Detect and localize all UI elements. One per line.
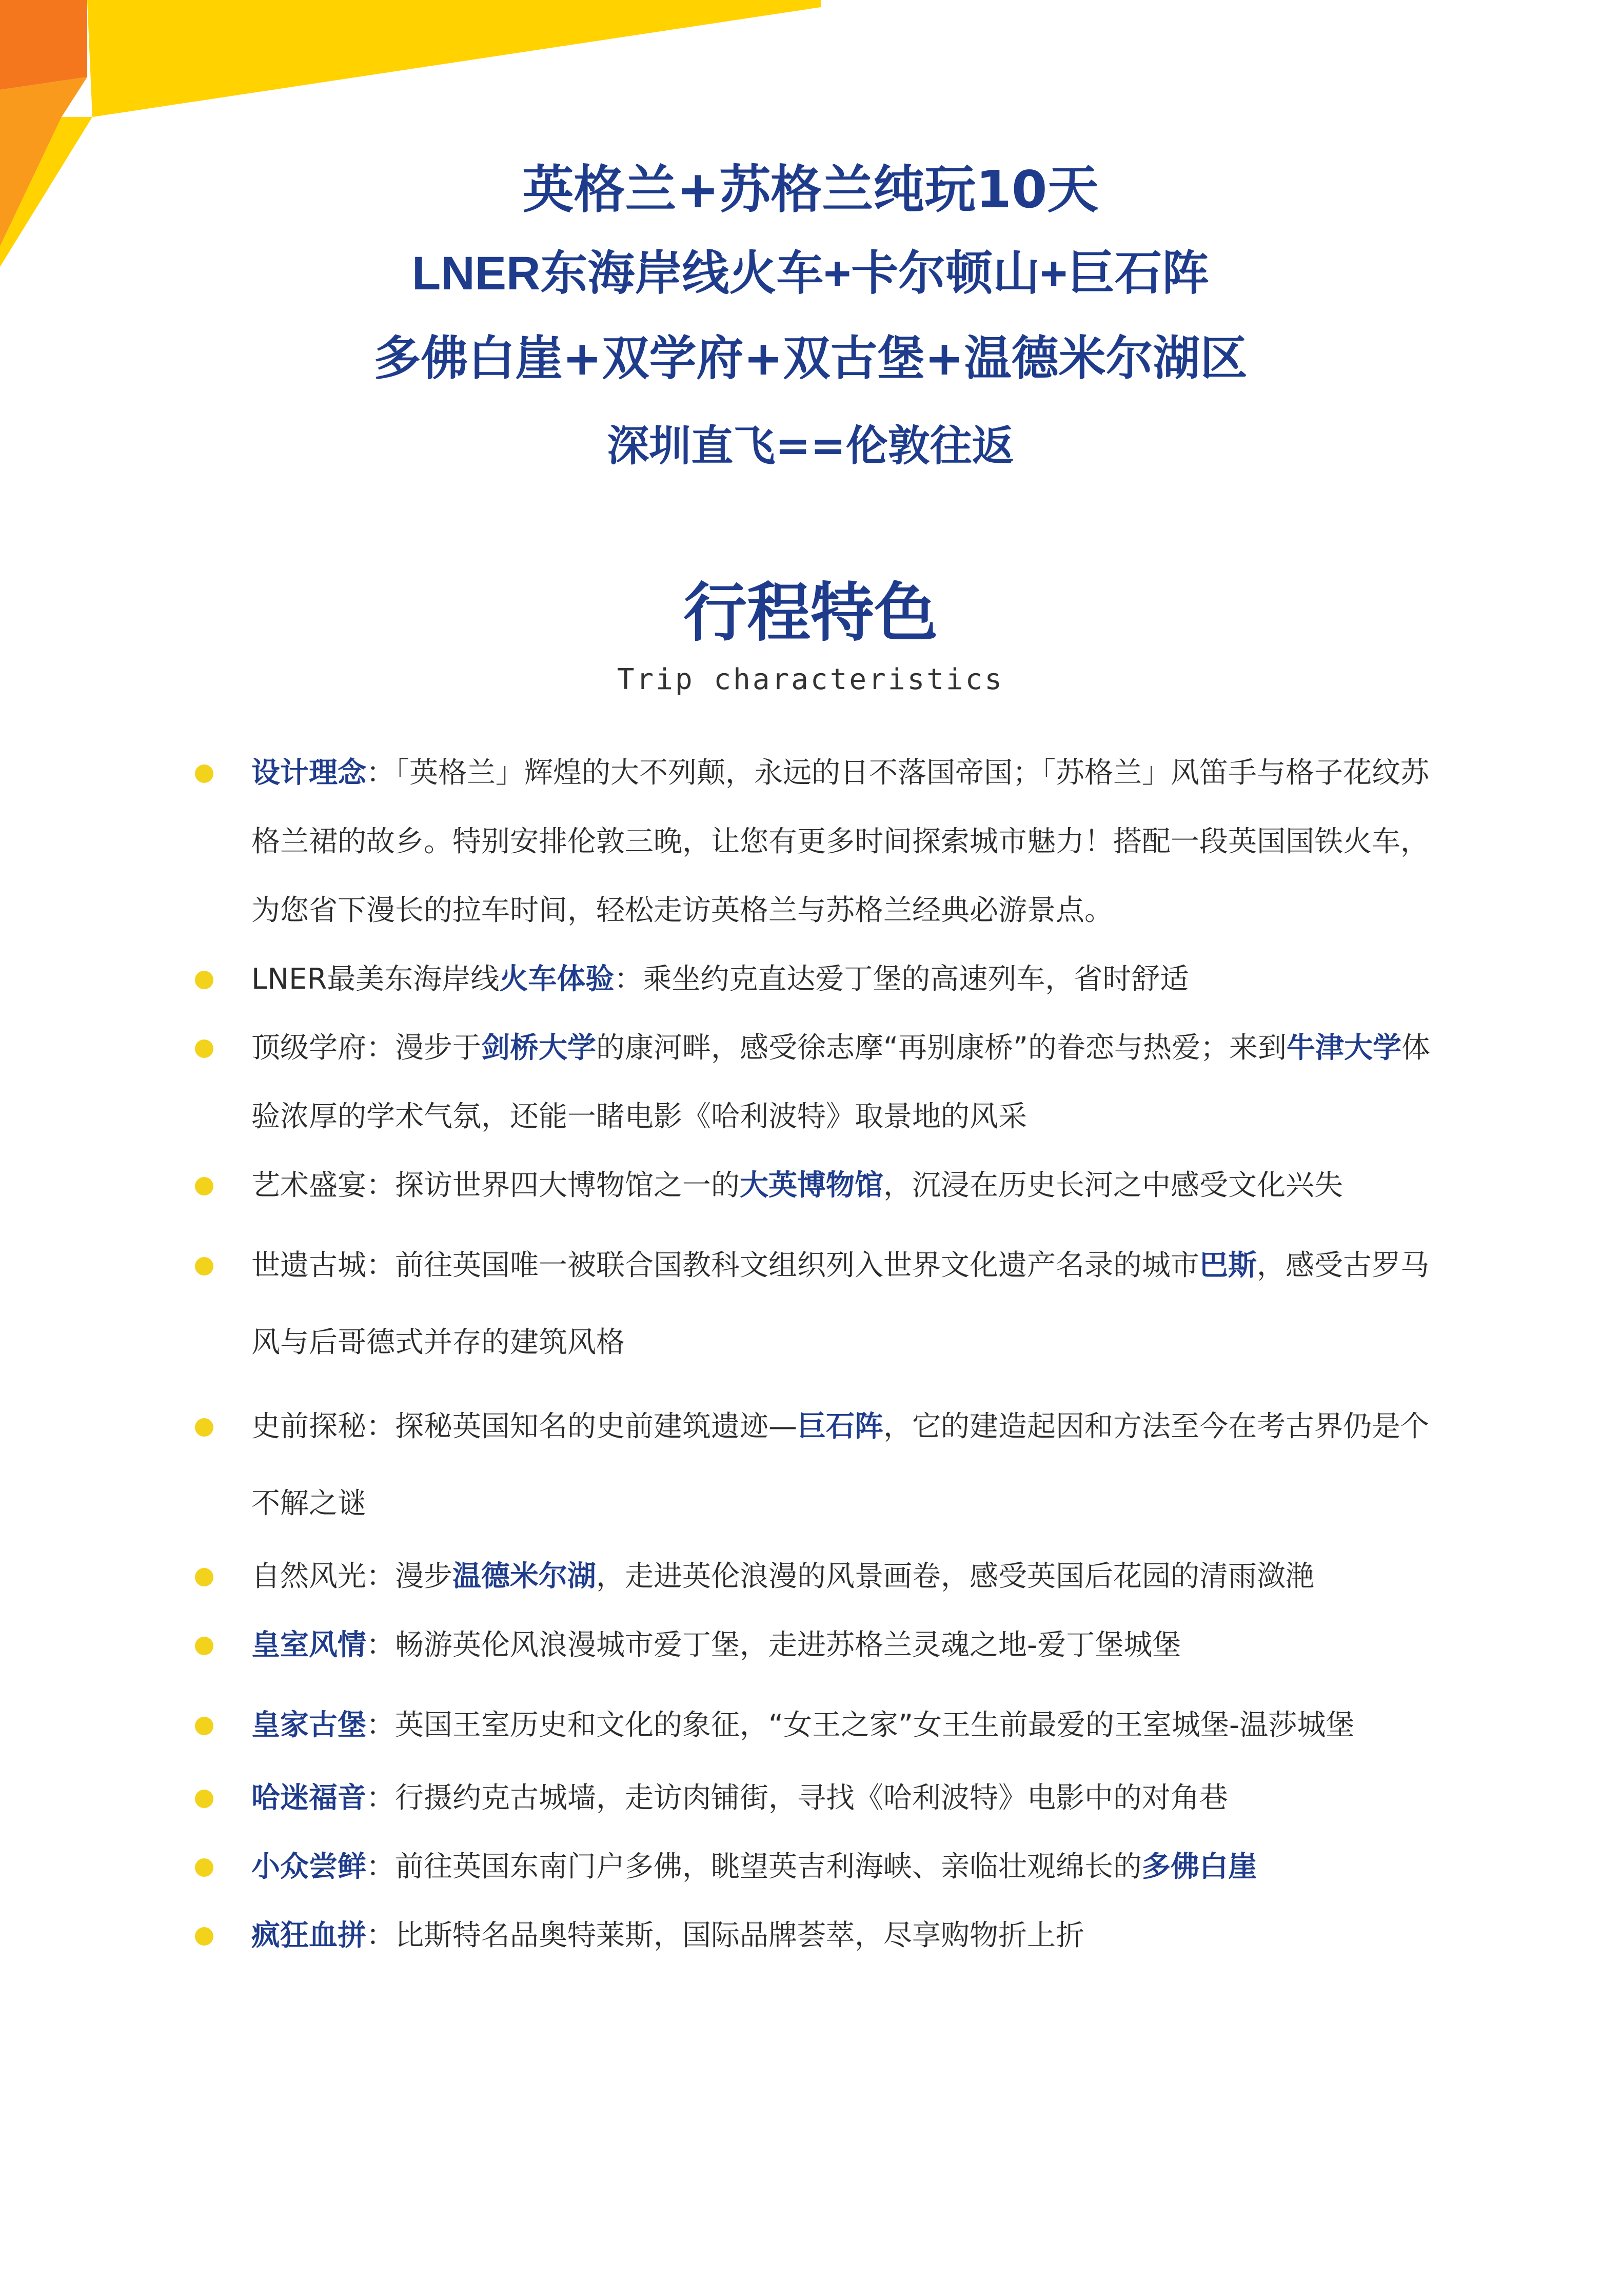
- feature-text: ：漫步: [366, 1560, 452, 1593]
- feature-text: ，感受古罗马风与后哥德式并存的建筑风格: [251, 1249, 1429, 1359]
- corner-orange-wedge: [0, 0, 87, 90]
- feature-item-harry-potter: [195, 1764, 1457, 1833]
- bullet-dot: [195, 1257, 213, 1275]
- feature-text: ：探访世界四大博物馆之一的: [366, 1169, 740, 1202]
- feature-text: ：探秘英国知名的史前建筑遗迹—: [366, 1410, 797, 1443]
- feature-label: 艺术盛宴: [251, 1169, 366, 1202]
- feature-label: 自然风光: [251, 1560, 366, 1593]
- feature-text: ：「英格兰」辉煌的大不列颠，永远的日不落国帝国；「苏格兰」风笛手与格子花纹苏格兰裙的故乡。特别安排伦敦三晚，让您有更多时间探索城市魅力！搭配一段英国国铁火车，为您省下漫长的拉车时间，轻松走访英格兰与苏格兰经典必游景点。: [251, 756, 1429, 927]
- feature-item-train: [195, 945, 1457, 1014]
- feature-text: 的康河畔，感受徐志摩“再别康桥”的眷恋与热爱；来到: [596, 1031, 1287, 1065]
- feature-text: ：前往英国东南门户多佛，眺望英吉利海峡、亲临壮观绵长的: [366, 1850, 1142, 1883]
- feature-item-stonehenge: [195, 1388, 1457, 1542]
- main-title-line-3: 多佛白崖+双学府+双古堡+温德米尔湖区: [373, 331, 1248, 386]
- bullet-dot: [195, 1177, 213, 1195]
- feature-item-shopping: [195, 1901, 1457, 1970]
- bullet-dot: [195, 971, 213, 989]
- feature-highlight: 牛津大学: [1287, 1031, 1402, 1065]
- feature-label: 小众尝鲜: [251, 1850, 366, 1883]
- feature-label: 疯狂血拼: [251, 1919, 366, 1952]
- feature-text: ：畅游英伦风浪漫城市爱丁堡，走进苏格兰灵魂之地-爱丁堡城堡: [366, 1628, 1181, 1662]
- feature-item-dover: [195, 1833, 1457, 1901]
- feature-highlight: 多佛白崖: [1142, 1850, 1257, 1883]
- feature-text: ：前往英国唯一被联合国教科文组织列入世界文化遗产名录的城市: [366, 1249, 1199, 1282]
- bullet-dot: [195, 1717, 213, 1735]
- feature-item-royal-edinburgh: [195, 1611, 1457, 1680]
- feature-label: 皇室风情: [251, 1628, 366, 1662]
- bullet-dot: [195, 1927, 213, 1946]
- feature-item-design: [195, 739, 1457, 945]
- feature-highlight: 大英博物馆: [740, 1169, 883, 1202]
- feature-text: ，走进英伦浪漫的风景画卷，感受英国后花园的清雨潋滟: [596, 1560, 1314, 1593]
- main-title-line-2: LNER东海岸线火车+卡尔顿山+巨石阵: [412, 247, 1209, 300]
- feature-highlight: 巴斯: [1199, 1249, 1257, 1282]
- feature-list: [195, 739, 1457, 1970]
- feature-label: 顶级学府: [251, 1031, 366, 1065]
- bullet-dot: [195, 764, 213, 783]
- bullet-dot: [195, 1858, 213, 1877]
- feature-item-bath: [195, 1227, 1457, 1381]
- bullet-dot: [195, 1418, 213, 1437]
- corner-decoration: [0, 0, 821, 267]
- bullet-dot: [195, 1637, 213, 1655]
- feature-label: 皇家古堡: [251, 1709, 366, 1742]
- main-title-line-1: 英格兰+苏格兰纯玩10天: [522, 160, 1099, 220]
- feature-item-universities: [195, 1014, 1457, 1151]
- feature-highlight: 火车体验: [499, 963, 615, 996]
- feature-label: 设计理念: [251, 756, 366, 790]
- feature-item-museum: [195, 1151, 1457, 1220]
- feature-label: 世遗古城: [251, 1249, 366, 1282]
- feature-text: ：乘坐约克直达爱丁堡的高速列车，省时舒适: [614, 963, 1189, 996]
- feature-label: LNER最美东海岸线: [251, 963, 500, 996]
- feature-text: ，它的建造起因和方法至今在考古界仍是个不解之谜: [251, 1410, 1429, 1520]
- feature-item-windermere: [195, 1542, 1457, 1611]
- bullet-dot: [195, 1790, 213, 1808]
- feature-text: ：行摄约克古城墙，走访肉铺街，寻找《哈利波特》电影中的对角巷: [366, 1781, 1228, 1815]
- feature-text: 体验浓厚的学术气氛，还能一睹电影《哈利波特》取景地的风采: [251, 1031, 1431, 1133]
- feature-label: 哈迷福音: [251, 1781, 366, 1815]
- feature-text: ，沉浸在历史长河之中感受文化兴失: [883, 1169, 1343, 1202]
- feature-highlight: 温德米尔湖: [452, 1560, 596, 1593]
- feature-text: ：比斯特名品奥特莱斯，国际品牌荟萃，尽享购物折上折: [366, 1919, 1084, 1952]
- feature-item-windsor: [195, 1687, 1457, 1764]
- feature-highlight: 剑桥大学: [481, 1031, 596, 1065]
- feature-text: ：英国王室历史和文化的象征，“女王之家”女王生前最爱的王室城堡-温莎城堡: [366, 1709, 1355, 1742]
- section-subtitle: Trip characteristics: [617, 663, 1004, 696]
- bullet-dot: [195, 1568, 213, 1586]
- bullet-dot: [195, 1039, 213, 1058]
- section-title: 行程特色: [683, 576, 938, 650]
- feature-text: ：漫步于: [366, 1031, 481, 1065]
- main-title-line-4: 深圳直飞==伦敦往返: [607, 422, 1014, 470]
- corner-yellow-band: [87, 0, 821, 117]
- feature-label: 史前探秘: [251, 1410, 366, 1443]
- feature-highlight: 巨石阵: [797, 1410, 883, 1443]
